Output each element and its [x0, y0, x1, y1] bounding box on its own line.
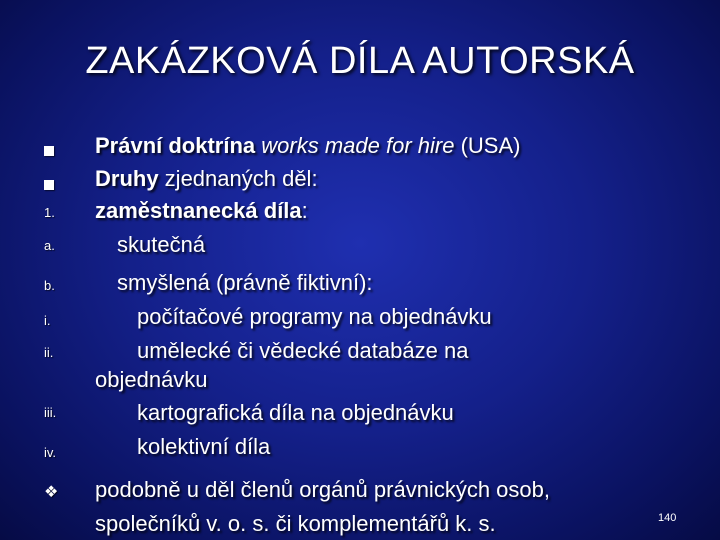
- line-similarly: podobně u děl členů orgánů právnických osob,: [95, 477, 550, 502]
- line-doctrine: [95, 133, 520, 159]
- line-databases: umělecké či vědecké databáze na: [137, 338, 469, 363]
- list-marker-a: a.: [44, 238, 55, 253]
- list-marker-i: i.: [44, 313, 51, 328]
- line-types: [95, 166, 318, 192]
- line-cartographic: kartografická díla na objednávku: [137, 400, 454, 425]
- doctrine-label: Právní doktrína: [95, 133, 256, 158]
- list-marker-iv: iv.: [44, 445, 57, 460]
- slide-title: ZAKÁZKOVÁ DÍLA AUTORSKÁ: [85, 40, 635, 82]
- square-bullet-icon: [44, 177, 84, 195]
- line-employee-works: [95, 198, 308, 224]
- line-fictitious: smyšlená (právně fiktivní):: [117, 270, 373, 295]
- doctrine-term: works made for hire: [255, 133, 455, 158]
- employee-works-colon: :: [301, 198, 308, 223]
- employee-works-label: zaměstnanecká díla: [95, 198, 302, 223]
- doctrine-country: (USA): [454, 133, 521, 158]
- list-marker-b: b.: [44, 278, 55, 293]
- diamond-bullet-icon: ❖: [44, 484, 59, 501]
- line-computer-programs: počítačové programy na objednávku: [137, 304, 492, 329]
- list-marker-iii: iii.: [44, 405, 57, 420]
- line-collective: kolektivní díla: [137, 434, 271, 459]
- types-rest: zjednaných děl:: [158, 166, 318, 191]
- list-marker-ii: ii.: [44, 345, 54, 360]
- page-number: 140: [658, 512, 677, 524]
- line-real: skutečná: [117, 232, 206, 257]
- square-bullet-icon: [44, 143, 84, 161]
- types-label: Druhy: [95, 166, 159, 191]
- line-partners: společníků v. o. s. či komplementářů k. s.: [95, 511, 496, 536]
- list-marker-1: 1.: [44, 205, 55, 220]
- line-databases-cont: objednávku: [95, 367, 208, 392]
